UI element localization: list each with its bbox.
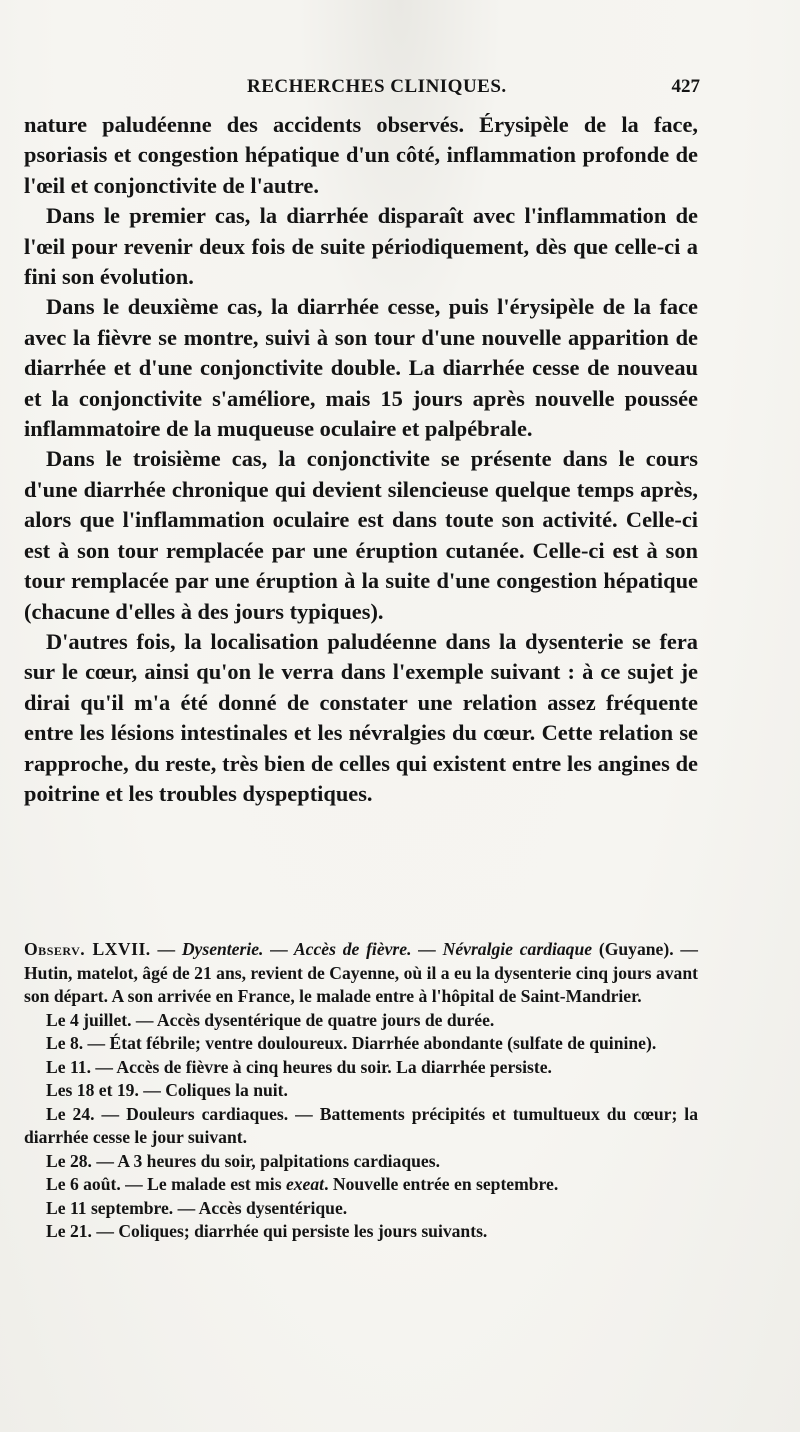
paragraph-5: D'autres fois, la localisation paludéenne dans la dysenterie se fera sur le cœur, ainsi qu'on le verra dans l'exemple suivant : à ce sujet je dirai qu'il m'a été donné de constater une relation assez fréquente entre les lésions intestinales et les névralgies du cœur. Cette relation se rapproche, du reste, très bien de celles qui existent entre les angines de poitrine et les troubles dyspeptiques. [24,628,698,806]
observation-intro [24,938,698,1009]
paragraph-3: Dans le deuxième cas, la diarrhée cesse, puis l'érysipèle de la face avec la fièvre se montre, suivi à son tour d'une nouvelle apparition de diarrhée et d'une conjonctivite double. La diarrhée cesse de nouveau et la conjonctivite s'améliore, mais 15 jours après nouvelle poussée inflammatoire de la muqueuse oculaire et palpébrale. [24,294,698,442]
observation-entry: Le 11 septembre. — Accès dysentérique. [46,1197,348,1218]
exeat-term: exeat [285,1174,325,1194]
paragraph-2: Dans le premier cas, la diarrhée disparaît avec l'inflammation de l'œil pour revenir deux fois de suite périodiquement, dès que celle-ci a fini son évolution. [24,203,698,290]
page-header [22,76,700,102]
paragraph-4: Dans le troisième cas, la conjonctivite se présente dans le cours d'une diarrhée chronique qui devient silencieuse quelque temps après, alors que l'inflammation oculaire est dans toute son activité. Celle-ci est à son tour remplacée par une éruption cutanée. Celle-ci est à son tour remplacée par une éruption à la suite d'une congestion hépatique (chacune d'elles à des jours typiques). [24,446,698,624]
observation-dash: — [150,939,182,959]
observation-entry: Les 18 et 19. — Coliques la nuit. [46,1080,288,1100]
observation-intro-text: (Guyane). — Hutin, matelot, âgé de 21 ans, revient de Cayenne, où il a eu la dysenterie cinq jours avant son départ. A son arrivée en France, le malade entre à l'hôpital de Saint-Mandrier. [24,939,698,1006]
page-number: 427 [671,76,700,97]
observation-entry: Le 24. — Douleurs cardiaques. — Battements précipités et tumultueux du cœur; la diarrhée cesse le jour suivant. [24,1103,698,1147]
entry-text: Le 6 août. — Le malade est mis [46,1174,286,1194]
observation-block [24,938,698,1244]
main-text [24,110,698,809]
running-head: RECHERCHES CLINIQUES. [247,76,507,97]
observation-entry: Le 21. — Coliques; diarrhée qui persiste les jours suivants. [46,1221,488,1241]
observation-entry: Le 28. — A 3 heures du soir, palpitations cardiaques. [46,1150,440,1171]
entry-text: . Nouvelle entrée en septembre. [324,1174,559,1194]
observation-title: Dysenterie. — Accès de fièvre. — Névralgie cardiaque [181,939,593,959]
observation-entry: Le 4 juillet. — Accès dysentérique de quatre jours de durée. [46,1009,495,1030]
observation-entry: Le 11. — Accès de fièvre à cinq heures du soir. La diarrhée persiste. [46,1056,552,1077]
observation-entry: Le 8. — État fébrile; ventre douloureux. Diarrhée abondante (sulfate de quinine). [46,1033,657,1053]
observation-label: Observ. LXVII. [24,939,151,959]
paragraph-1: nature paludéenne des accidents observés. Érysipèle de la face, psoriasis et congestion hépatique d'un côté, inflammation profonde de l'œil et conjonctivite de l'autre. [24,112,698,198]
observation-entry [24,1173,698,1197]
